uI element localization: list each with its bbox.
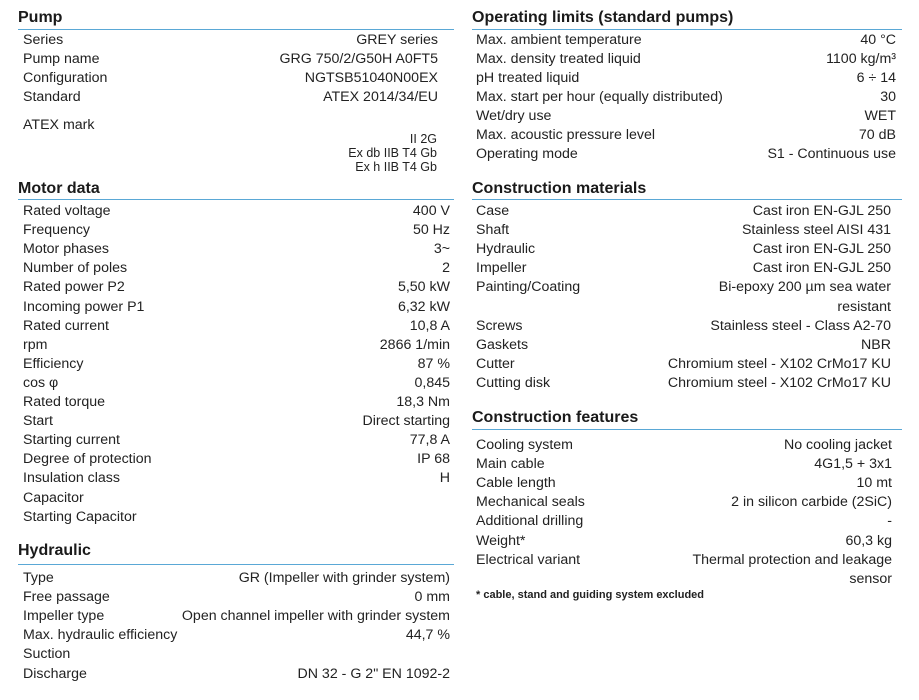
limits-section-title: Operating limits (standard pumps) <box>472 9 734 26</box>
motor-row-value: 2866 1/min <box>379 336 450 353</box>
limits-row <box>476 69 896 88</box>
motor-row-label: Degree of protection <box>23 451 152 468</box>
pump-row-value: NGTSB51040N00EX <box>304 70 438 86</box>
hydraulic-row-label: Max. hydraulic efficiency <box>23 627 178 644</box>
pump-row-label: Configuration <box>23 70 108 86</box>
motor-row-label: Starting current <box>23 432 120 449</box>
motor-row <box>23 412 450 431</box>
limits-row <box>476 88 896 107</box>
limits-section-rule <box>472 29 902 30</box>
limits-row-value: S1 - Continuous use <box>767 146 896 162</box>
hydraulic-row-label: Discharge <box>23 665 87 682</box>
limits-row-label: Operating mode <box>476 146 578 162</box>
hydraulic-row-value: 44,7 % <box>405 627 450 644</box>
limits-row-value: 1100 kg/m³ <box>826 51 896 67</box>
materials-row-label: Painting/Coating <box>476 279 581 296</box>
motor-row-value: 6,32 kW <box>397 298 450 315</box>
materials-row <box>476 298 891 317</box>
limits-row-label: Max. start per hour (equally distributed) <box>476 89 723 105</box>
motor-row-label: Capacitor <box>23 489 84 506</box>
features-section-rule <box>472 429 902 430</box>
motor-row-value: 10,8 A <box>409 317 450 334</box>
materials-section-rule <box>472 199 902 200</box>
motor-row <box>23 355 450 374</box>
materials-row <box>476 336 891 355</box>
materials-row <box>476 221 891 240</box>
motor-row <box>23 240 450 259</box>
materials-row <box>476 355 891 374</box>
pump-row-value: GREY series <box>356 32 438 48</box>
motor-row-value: IP 68 <box>417 451 450 468</box>
features-row <box>476 570 892 589</box>
features-row-label: Additional drilling <box>476 513 584 530</box>
features-row <box>476 512 892 531</box>
limits-row <box>476 50 896 69</box>
motor-row-label: Incoming power P1 <box>23 298 145 315</box>
materials-row <box>476 374 891 393</box>
features-row-value: - <box>887 513 892 530</box>
materials-row-label: Cutter <box>476 355 515 372</box>
pump-row-label: Pump name <box>23 51 100 67</box>
motor-row-label: Number of poles <box>23 260 128 277</box>
materials-row-value: Stainless steel AISI 431 <box>741 222 891 239</box>
pump-row <box>23 31 438 50</box>
hydraulic-section-rule <box>18 564 454 565</box>
motor-row-value: 3~ <box>433 241 450 258</box>
limits-row <box>476 126 896 145</box>
materials-row-label: Impeller <box>476 260 527 277</box>
materials-row <box>476 202 891 221</box>
features-row-label: Mechanical seals <box>476 494 585 511</box>
motor-row-label: Rated torque <box>23 394 106 410</box>
motor-row-label: Rated voltage <box>23 203 111 219</box>
motor-section-title: Motor data <box>18 180 100 197</box>
motor-row-label: Rated power P2 <box>23 279 125 296</box>
hydraulic-row <box>23 607 450 626</box>
motor-row <box>23 278 450 297</box>
hydraulic-row-label: Impeller type <box>23 608 105 625</box>
motor-row <box>23 221 450 240</box>
motor-row-label: Efficiency <box>23 355 84 372</box>
limits-row <box>476 107 896 126</box>
materials-row-value: Chromium steel - X102 CrMo17 KU <box>667 374 891 391</box>
features-row-value: 60,3 kg <box>845 532 892 549</box>
features-row-label: Electrical variant <box>476 551 581 568</box>
materials-row-value: Bi-epoxy 200 µm sea water <box>718 279 891 296</box>
hydraulic-row <box>23 645 450 664</box>
materials-row-label: Hydraulic <box>476 241 536 258</box>
materials-row-value: NBR <box>861 336 891 353</box>
features-row-value: 10 mt <box>856 475 892 492</box>
hydraulic-row-label: Suction <box>23 646 71 663</box>
limits-row-label: Max. density treated liquid <box>476 51 641 67</box>
hydraulic-row <box>23 626 450 645</box>
motor-row <box>23 393 450 412</box>
hydraulic-row-value: Open channel impeller with grinder system <box>181 608 450 625</box>
motor-row-value: 400 V <box>412 203 450 219</box>
materials-section-title: Construction materials <box>472 180 647 197</box>
motor-row-label: Frequency <box>23 222 91 239</box>
features-section-title: Construction features <box>472 409 639 426</box>
motor-row-value: 18,3 Nm <box>396 394 450 410</box>
motor-row-value: Direct starting <box>362 413 450 430</box>
limits-row-value: 70 dB <box>858 127 896 143</box>
materials-row-value: Cast iron EN-GJL 250 <box>752 203 891 219</box>
weight-footnote: * cable, stand and guiding system excluded <box>476 589 705 601</box>
features-row <box>476 532 892 551</box>
features-row <box>476 436 892 455</box>
motor-row-value: 50 Hz <box>412 222 450 239</box>
motor-row <box>23 450 450 469</box>
materials-row-label: Cutting disk <box>476 374 551 391</box>
atex-mark-label: ATEX mark <box>23 117 95 133</box>
materials-row <box>476 278 891 297</box>
pump-section-title: Pump <box>18 9 63 26</box>
hydraulic-row-value: GR (Impeller with grinder system) <box>238 570 450 586</box>
pump-row <box>23 88 438 107</box>
limits-row-label: Wet/dry use <box>476 108 552 124</box>
motor-row-label: Starting Capacitor <box>23 508 137 525</box>
atex-mark-line-1: II 2G <box>409 132 437 146</box>
limits-row-label: pH treated liquid <box>476 70 580 86</box>
materials-row-label: Gaskets <box>476 336 529 353</box>
features-row <box>476 493 892 512</box>
features-row-value: No cooling jacket <box>783 437 892 453</box>
features-row-label: Cable length <box>476 475 556 492</box>
features-row-value: Thermal protection and leakage <box>692 551 892 568</box>
materials-row <box>476 259 891 278</box>
hydraulic-row <box>23 569 450 588</box>
materials-row <box>476 317 891 336</box>
motor-row <box>23 336 450 355</box>
features-row-label: Main cable <box>476 456 545 473</box>
hydraulic-row-value: 0 mm <box>414 589 450 606</box>
motor-row <box>23 469 450 488</box>
motor-row-label: Insulation class <box>23 470 120 487</box>
materials-row-value: Chromium steel - X102 CrMo17 KU <box>667 355 891 372</box>
motor-row-label: rpm <box>23 336 48 353</box>
limits-row-value: 40 °C <box>860 32 896 48</box>
pump-row-label: Series <box>23 32 64 48</box>
materials-row-value: Stainless steel - Class A2-70 <box>710 317 891 334</box>
motor-row-value: H <box>439 470 450 487</box>
atex-mark-row <box>23 116 443 135</box>
pump-row-value: GRG 750/2/G50H A0FT5 <box>279 51 438 67</box>
motor-row <box>23 298 450 317</box>
motor-row-label: Start <box>23 413 53 430</box>
motor-row-value: 77,8 A <box>409 432 450 449</box>
hydraulic-row <box>23 588 450 607</box>
motor-row-value: 2 <box>442 260 450 277</box>
motor-section-rule <box>18 199 454 200</box>
motor-row <box>23 508 450 527</box>
motor-row <box>23 431 450 450</box>
motor-row-value: 87 % <box>417 355 450 372</box>
motor-row-label: Motor phases <box>23 241 109 258</box>
motor-row <box>23 489 450 508</box>
motor-row-label: Rated current <box>23 317 109 334</box>
hydraulic-row-value: DN 32 - G 2" EN 1092-2 <box>297 665 450 682</box>
hydraulic-section-title: Hydraulic <box>18 542 91 559</box>
pump-section-rule <box>18 29 454 30</box>
motor-row-value: 5,50 kW <box>397 279 450 296</box>
pump-row-value: ATEX 2014/34/EU <box>323 89 438 105</box>
motor-row <box>23 317 450 336</box>
features-row <box>476 455 892 474</box>
materials-row-value: resistant <box>837 298 891 315</box>
limits-row <box>476 145 896 164</box>
motor-row <box>23 374 450 393</box>
materials-row-value: Cast iron EN-GJL 250 <box>752 260 891 277</box>
motor-row <box>23 202 450 221</box>
pump-row <box>23 50 438 69</box>
materials-row-label: Case <box>476 203 510 219</box>
pump-row-label: Standard <box>23 89 81 105</box>
atex-mark-line-3: Ex h IIB T4 Gb <box>355 160 437 174</box>
features-row-value: 2 in silicon carbide (2SiC) <box>731 494 892 511</box>
features-row-value: 4G1,5 + 3x1 <box>814 456 892 473</box>
limits-row <box>476 31 896 50</box>
features-row-label: Weight* <box>476 532 526 549</box>
hydraulic-row-label: Type <box>23 570 54 586</box>
materials-row-label: Shaft <box>476 222 510 239</box>
motor-row <box>23 259 450 278</box>
limits-row-value: WET <box>864 108 896 124</box>
features-row <box>476 551 892 570</box>
hydraulic-row-label: Free passage <box>23 589 110 606</box>
features-row-label: Cooling system <box>476 437 573 453</box>
features-row-value: sensor <box>849 570 892 587</box>
atex-mark-line-2: Ex db IIB T4 Gb <box>348 146 437 160</box>
materials-row <box>476 240 891 259</box>
motor-row-value: 0,845 <box>414 374 450 391</box>
motor-row-label: cos φ <box>23 374 59 391</box>
materials-row-value: Cast iron EN-GJL 250 <box>752 241 891 258</box>
limits-row-label: Max. ambient temperature <box>476 32 642 48</box>
pump-row <box>23 69 438 88</box>
materials-row-label: Screws <box>476 317 523 334</box>
hydraulic-row <box>23 665 450 684</box>
features-row <box>476 474 892 493</box>
limits-row-value: 6 ÷ 14 <box>856 70 896 86</box>
limits-row-value: 30 <box>880 89 896 105</box>
limits-row-label: Max. acoustic pressure level <box>476 127 655 143</box>
